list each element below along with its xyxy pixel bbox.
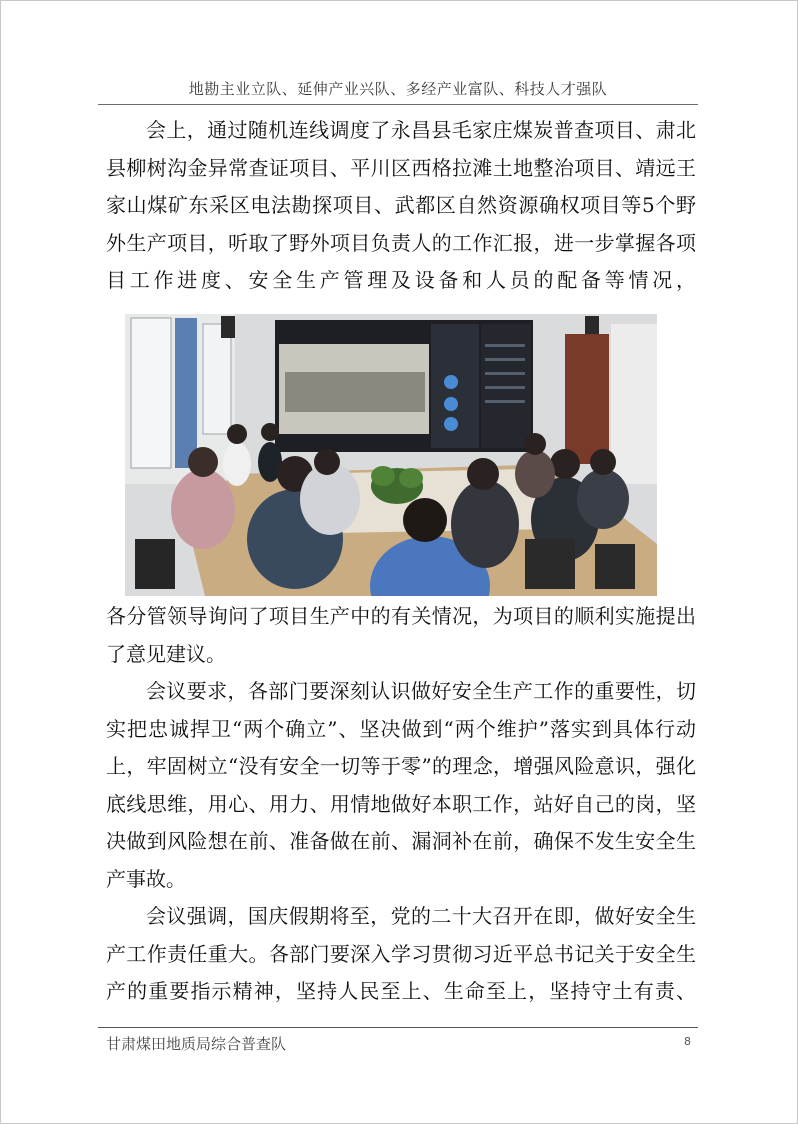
paragraph-4: 会议强调，国庆假期将至，党的二十大召开在即，做好安全生产工作责任重大。各部门要深入学习贯彻习近平总书记关于安全生产的重要指示精神，坚持人民至上、生命至上，坚持守土有责、 <box>106 904 696 1003</box>
paragraph-3: 会议要求，各部门要深刻认识做好安全生产工作的重要性，切实把忠诚捍卫“两个确立”、坚决做到“两个维护”落实到具体行动上，牢固树立“没有安全一切等于零”的理念，增强风险意识，强化底线思维，用心、用力、用情地做好本职工作，站好自己的岗，坚决做到风险想在前、准备做在前、漏洞补在前，确保不发生安全生产事故。 <box>106 679 696 891</box>
meeting-photo <box>125 314 657 596</box>
running-header: 地勘主业立队、延伸产业兴队、多经产业富队、科技人才强队 <box>188 80 608 98</box>
paragraph-1: 会上，通过随机连线调度了永昌县毛家庄煤炭普查项目、肃北县柳树沟金异常查证项目、平川区西格拉滩土地整治项目、靖远王家山煤矿东采区电法勘探项目、武都区自然资源确权项目等5个野外生产项目，听取了野外项目负责人的工作汇报，进一步掌握各项目工作进度、安全生产管理及设备和人员的配备等情况， <box>106 118 696 292</box>
footer-divider <box>98 1027 698 1028</box>
footer-organization: 甘肃煤田地质局综合普查队 <box>106 1035 287 1053</box>
paragraph-2: 各分管领导询问了项目生产中的有关情况，为项目的顺利实施提出了意见建议。 <box>106 604 696 666</box>
page-number: 8 <box>684 1035 691 1048</box>
header-divider <box>98 104 698 105</box>
